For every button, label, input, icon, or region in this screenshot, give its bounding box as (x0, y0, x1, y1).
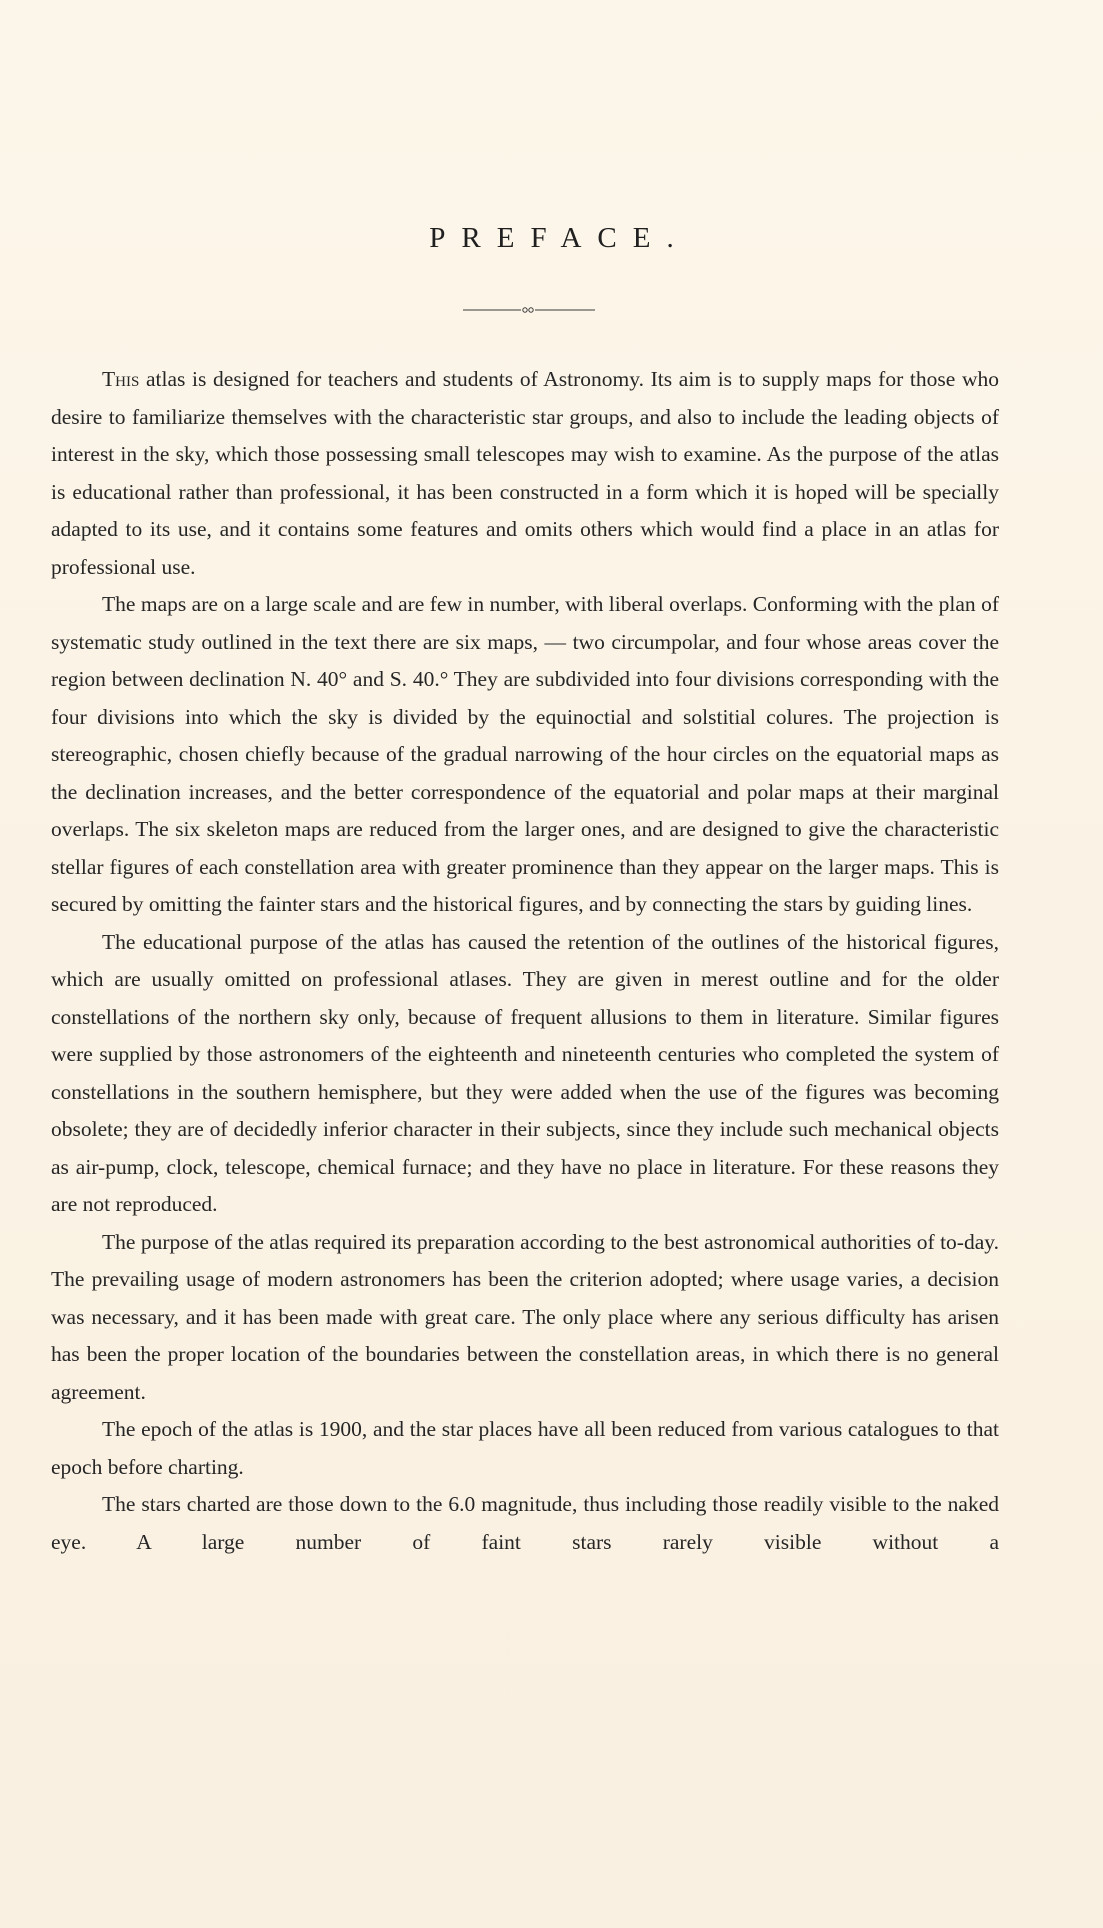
paragraph-5: The epoch of the atlas is 1900, and the star places have all been reduced from various catalogues to that epoch before charting. (51, 1417, 999, 1479)
paragraph-3: The educational purpose of the atlas has caused the retention of the outlines of the historical figures, which are usually omitted on professional atlases. They are given in merest outline and for the older constellations of the northern sky only, because of frequent allusions to them in literature. Similar figures were supplied by those astronomers of the eighteenth and nineteenth centuries who completed the system of constellations in the southern hemisphere, but they were added when the use of the figures was becoming obsolete; they are of decidedly inferior character in their subjects, since they include such mechanical objects as air-pump, clock, telescope, chemical furnace; and they have no place in literature. For these reasons they are not reproduced. (51, 929, 999, 1216)
preface-body (51, 361, 999, 1561)
paragraph-6: The stars charted are those down to the 6.0 magnitude, thus including those readily visible to the naked eye. A large number of faint stars rarely visible without a (51, 1492, 999, 1554)
paragraph-4: The purpose of the atlas required its preparation according to the best astronomical authorities of to-day. The prevailing usage of modern astronomers has been the criterion adopted; where usage varies, a decision was necessary, and it has been made with great care. The only place where any serious difficulty has arisen has been the proper location of the boundaries between the constellation areas, in which there is no general agreement. (51, 1229, 999, 1404)
paragraph-1-text: atlas is designed for teachers and students of Astronomy. Its aim is to supply maps for those who desire to familiarize themselves with the characteristic star groups, and also to include the leading objects of interest in the sky, which those possessing small telescopes may wish to examine. As the purpose of the atlas is educational rather than professional, it has been constructed in a form which it is hoped will be specially adapted to its use, and it contains some features and omits others which would find a place in an atlas for professional use. (51, 367, 999, 579)
ornamental-rule-icon (463, 303, 595, 317)
paragraph-2: The maps are on a large scale and are few in number, with liberal overlaps. Conforming with the plan of systematic study outlined in the text there are six maps, — two circumpolar, and four whose areas cover the region between declination N. 40° and S. 40.° They are subdivided into four divisions corresponding with the four divisions into which the sky is divided by the equinoctial and solstitial colures. The projection is stereographic, chosen chiefly because of the gradual narrowing of the hour circles on the equatorial maps as the declination increases, and the better correspondence of the equatorial and polar maps at their marginal overlaps. The six skeleton maps are reduced from the larger ones, and are designed to give the characteristic stellar figures of each constellation area with greater prominence than they appear on the larger maps. This is secured by omitting the fainter stars and the historical figures, and by connecting the stars by guiding lines. (51, 592, 999, 916)
lead-word: This (102, 367, 140, 391)
page-title: PREFACE. (429, 222, 690, 254)
paragraph-1 (51, 361, 999, 586)
